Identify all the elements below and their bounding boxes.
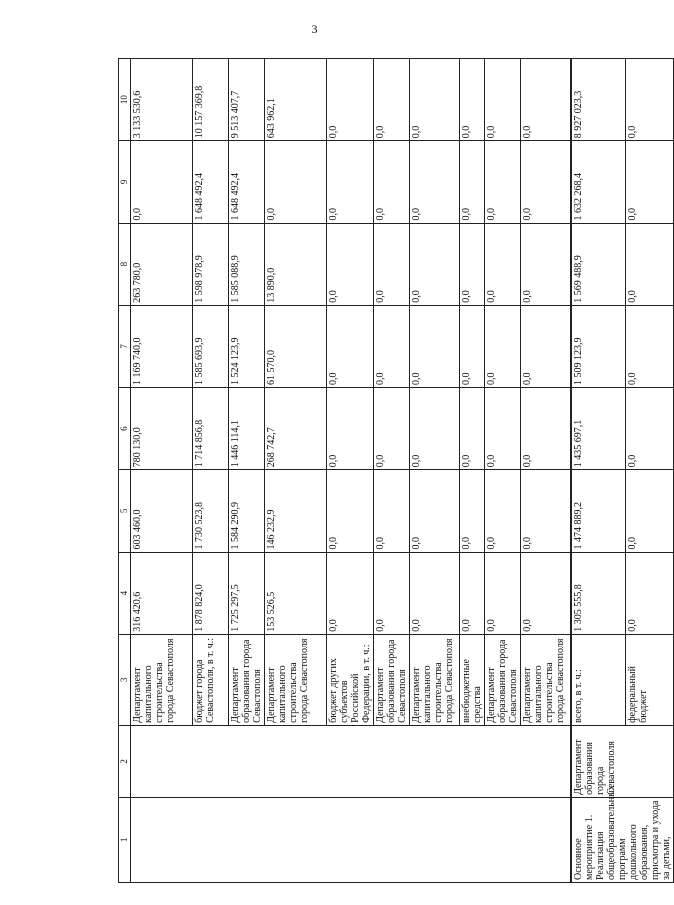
row-label: бюджет города Севастополя, в т. ч.: (193, 634, 229, 725)
row-label: Департамент образования города Севастополя (229, 634, 265, 725)
column-number: 1 (119, 797, 131, 882)
column-number: 9 (119, 141, 131, 223)
value-cell: 0,0 (327, 223, 374, 305)
value-cell: 13 890,0 (265, 223, 327, 305)
value-cell: 0,0 (410, 141, 460, 223)
activity-name: Основное мероприятие 1. Реализация общеобразовательных программ дошкольного образования, присмотра и ухода за детьми, (571, 797, 674, 882)
column-number: 8 (119, 223, 131, 305)
value-cell: 0,0 (327, 470, 374, 552)
value-cell: 0,0 (485, 552, 521, 634)
value-cell: 316 420,6 (131, 552, 193, 634)
value-cell: 0,0 (521, 305, 571, 387)
value-cell: 0,0 (485, 388, 521, 470)
column-number: 7 (119, 305, 131, 387)
value-cell: 0,0 (374, 59, 410, 141)
value-cell: 603 460,0 (131, 470, 193, 552)
row-label: Департамент капитального строительства города Севастополя (410, 634, 460, 725)
value-cell: 0,0 (374, 388, 410, 470)
value-cell: 0,0 (374, 141, 410, 223)
activity-executor: Департамент образования города Севастополя (571, 725, 674, 797)
table-row (131, 59, 193, 883)
value-cell: 1 585 088,9 (229, 223, 265, 305)
column-number: 6 (119, 388, 131, 470)
value-cell: 0,0 (410, 552, 460, 634)
row-label: федеральный бюджет (626, 634, 674, 725)
value-cell: 0,0 (626, 552, 674, 634)
value-cell: 1 509 123,9 (571, 305, 626, 387)
value-cell: 0,0 (626, 470, 674, 552)
value-cell: 0,0 (521, 470, 571, 552)
value-cell: 8 927 023,3 (571, 59, 626, 141)
column-number: 3 (119, 634, 131, 725)
value-cell: 0,0 (327, 141, 374, 223)
value-cell: 0,0 (265, 141, 327, 223)
value-cell: 0,0 (374, 305, 410, 387)
value-cell: 1 632 268,4 (571, 141, 626, 223)
value-cell: 1 435 697,1 (571, 388, 626, 470)
value-cell: 0,0 (485, 223, 521, 305)
value-cell: 1 648 492,4 (193, 141, 229, 223)
column-number: 2 (119, 725, 131, 797)
value-cell: 0,0 (374, 470, 410, 552)
value-cell: 0,0 (460, 552, 485, 634)
budget-table (118, 58, 674, 883)
value-cell: 1 730 523,8 (193, 470, 229, 552)
value-cell: 0,0 (460, 305, 485, 387)
value-cell: 0,0 (485, 141, 521, 223)
value-cell: 0,0 (327, 305, 374, 387)
column-number: 4 (119, 552, 131, 634)
value-cell: 1 878 824,0 (193, 552, 229, 634)
value-cell: 0,0 (410, 305, 460, 387)
value-cell: 0,0 (521, 388, 571, 470)
value-cell: 1 584 290,9 (229, 470, 265, 552)
row-label: Департамент капитального строительства города Севастополя (265, 634, 327, 725)
value-cell: 1 524 123,9 (229, 305, 265, 387)
value-cell: 1 714 856,8 (193, 388, 229, 470)
value-cell: 0,0 (485, 470, 521, 552)
value-cell: 1 598 978,9 (193, 223, 229, 305)
column-number: 5 (119, 470, 131, 552)
value-cell: 643 962,1 (265, 59, 327, 141)
value-cell: 0,0 (460, 470, 485, 552)
row-label: бюджет других субъектов Российской Федерации, в т. ч.: (327, 634, 374, 725)
value-cell: 61 570,0 (265, 305, 327, 387)
value-cell: 263 780,0 (131, 223, 193, 305)
value-cell: 0,0 (626, 388, 674, 470)
value-cell: 3 133 530,6 (131, 59, 193, 141)
value-cell: 0,0 (327, 59, 374, 141)
value-cell: 1 474 889,2 (571, 470, 626, 552)
value-cell: 0,0 (460, 59, 485, 141)
value-cell: 0,0 (410, 388, 460, 470)
value-cell: 0,0 (327, 388, 374, 470)
value-cell: 0,0 (410, 470, 460, 552)
column-number-row (119, 59, 131, 883)
value-cell: 0,0 (131, 141, 193, 223)
row-label: Департамент капитального строительства города Севастополя (131, 634, 193, 725)
value-cell: 10 157 369,8 (193, 59, 229, 141)
value-cell: 1 648 492,4 (229, 141, 265, 223)
value-cell: 268 742,7 (265, 388, 327, 470)
value-cell: 0,0 (374, 552, 410, 634)
value-cell: 0,0 (485, 305, 521, 387)
value-cell: 9 513 407,7 (229, 59, 265, 141)
row-label: Департамент капитального строительства города Севастополя (521, 634, 571, 725)
value-cell: 0,0 (521, 141, 571, 223)
row-label: Департамент образования города Севастополя (485, 634, 521, 725)
table-row (571, 59, 626, 883)
value-cell: 0,0 (626, 223, 674, 305)
value-cell: 0,0 (460, 388, 485, 470)
value-cell: 0,0 (626, 305, 674, 387)
value-cell: 0,0 (327, 552, 374, 634)
value-cell: 1 585 693,9 (193, 305, 229, 387)
value-cell: 0,0 (460, 141, 485, 223)
value-cell: 0,0 (521, 223, 571, 305)
row-label: Департамент образования города Севастополя (374, 634, 410, 725)
value-cell: 0,0 (460, 223, 485, 305)
value-cell: 0,0 (410, 223, 460, 305)
value-cell: 0,0 (521, 59, 571, 141)
value-cell: 1 569 488,9 (571, 223, 626, 305)
executor-cell-empty (131, 725, 571, 797)
column-number: 10 (119, 59, 131, 141)
value-cell: 1 169 740,0 (131, 305, 193, 387)
value-cell: 0,0 (626, 141, 674, 223)
value-cell: 0,0 (521, 552, 571, 634)
value-cell: 1 446 114,1 (229, 388, 265, 470)
value-cell: 146 232,9 (265, 470, 327, 552)
page-number: 3 (311, 22, 318, 36)
activity-cell-empty (131, 797, 571, 882)
value-cell: 0,0 (626, 59, 674, 141)
value-cell: 780 130,0 (131, 388, 193, 470)
value-cell: 1 305 555,8 (571, 552, 626, 634)
row-label: всего, в т. ч.: (571, 634, 626, 725)
rotated-table-wrapper (118, 58, 672, 883)
row-label: внебюджетные средства (460, 634, 485, 725)
value-cell: 153 526,5 (265, 552, 327, 634)
value-cell: 0,0 (374, 223, 410, 305)
value-cell: 1 725 297,5 (229, 552, 265, 634)
value-cell: 0,0 (485, 59, 521, 141)
value-cell: 0,0 (410, 59, 460, 141)
